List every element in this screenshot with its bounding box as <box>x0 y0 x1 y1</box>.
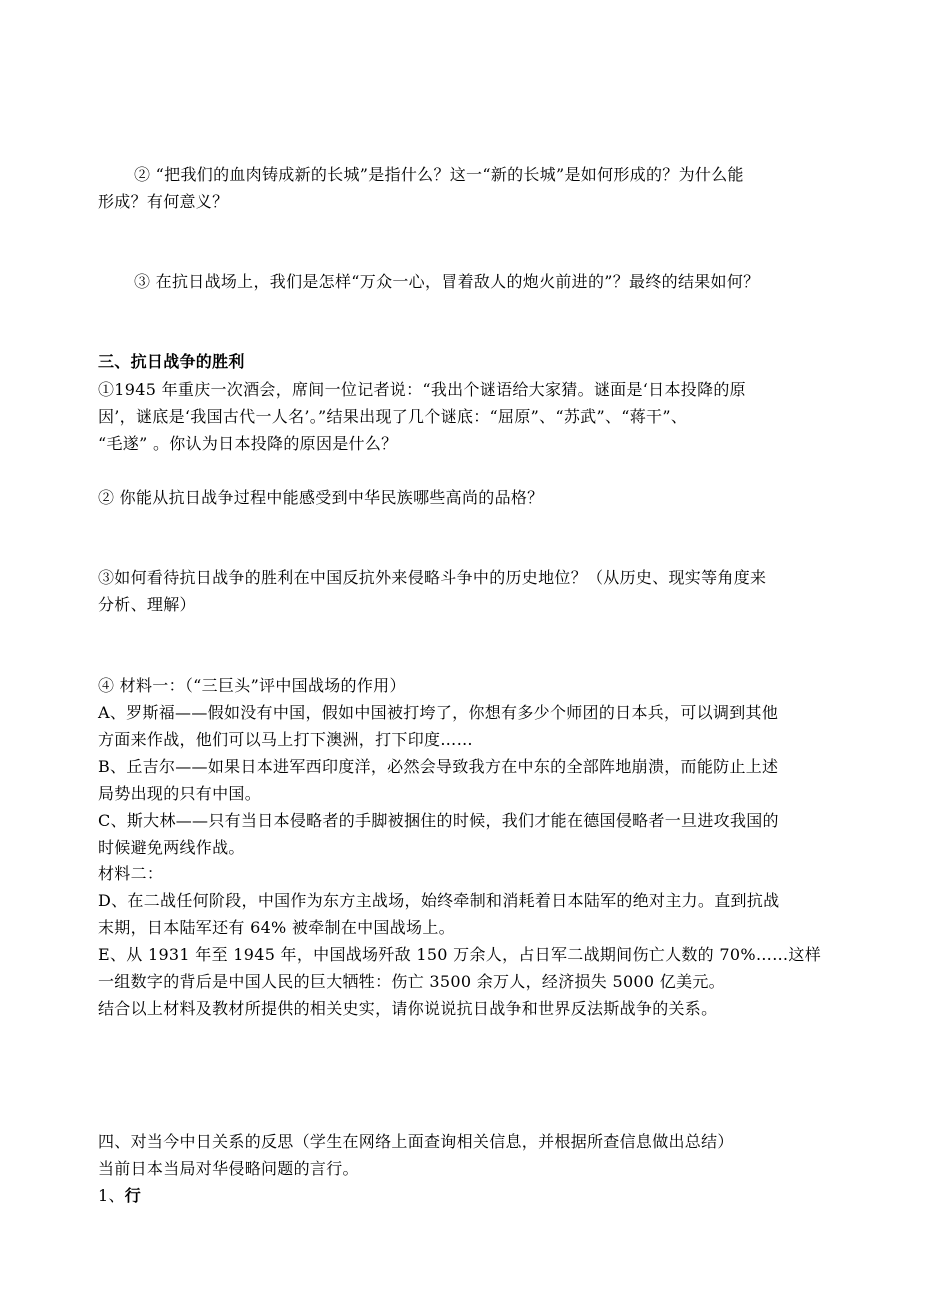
material-c-line1: C、斯大林——只有当日本侵略者的手脚被捆住的时候，我们才能在德国侵略者一旦进攻我国的 <box>98 811 779 830</box>
section4-item1 <box>98 1184 858 1208</box>
material-a-line2: 方面来作战，他们可以马上打下澳洲，打下印度…… <box>98 730 473 749</box>
section2-question2-line1: ② “把我们的血肉铸成新的长城”是指什么？这一“新的长城”是如何形成的？为什么能 <box>134 165 744 184</box>
section3-question1-line3: “毛遂” 。你认为日本投降的原因是什么？ <box>98 434 398 453</box>
section3-question1-line1: ①1945 年重庆一次酒会，席间一位记者说：“我出个谜语给大家猜。谜面是‘日本投降的原 <box>98 380 746 399</box>
section4-item1-number: 1、 <box>98 1186 125 1205</box>
section3-conclusion: 结合以上材料及教材所提供的相关史实，请你说说抗日战争和世界反法斯战争的关系。 <box>98 999 718 1018</box>
section3-question3-line2: 分析、理解） <box>98 595 196 614</box>
section3-question1-line2: 因’，谜底是‘我国古代一人名’。”结果出现了几个谜底：“屈原”、“苏武”、“蒋干”、 <box>98 407 688 426</box>
section4-item1-text: 行 <box>124 1186 142 1205</box>
material-two-label: 材料二： <box>98 864 164 883</box>
section3-question3-line1: ③如何看待抗日战争的胜利在中国反抗外来侵略斗争中的历史地位？（从历史、现实等角度来 <box>98 568 767 587</box>
material-b-line1: B、丘吉尔——如果日本进军西印度洋，必然会导致我方在中东的全部阵地崩溃，而能防止上述 <box>98 757 779 776</box>
section3-question2: ② 你能从抗日战争过程中能感受到中华民族哪些高尚的品格？ <box>98 488 544 507</box>
material-b-line2: 局势出现的只有中国。 <box>98 784 262 803</box>
material-d-line2: 末期，日本陆军还有 64% 被牵制在中国战场上。 <box>98 918 455 937</box>
section2-question2-line2: 形成？有何意义？ <box>98 192 229 211</box>
material-e-line2: 一组数字的背后是中国人民的巨大牺牲：伤亡 3500 余万人，经济损失 5000 亿美元。 <box>98 972 725 991</box>
section2-question3: ③ 在抗日战场上，我们是怎样“万众一心，冒着敌人的炮火前进的”？最终的结果如何？ <box>134 272 760 291</box>
material-c-line2: 时候避免两线作战。 <box>98 838 245 857</box>
material-d-line1: D、在二战任何阶段，中国作为东方主战场，始终牵制和消耗着日本陆军的绝对主力。直到抗战 <box>98 891 780 910</box>
material-e-line1: E、从 1931 年至 1945 年，中国战场歼敌 150 万余人，占日军二战期间伤亡人数的 70%……这样 <box>98 945 822 964</box>
section4-heading: 四、对当今中日关系的反思（学生在网络上面查询相关信息，并根据所查信息做出总结） <box>98 1132 734 1151</box>
section3-heading: 三、抗日战争的胜利 <box>98 352 245 371</box>
material-a-line1: A、罗斯福——假如没有中国，假如中国被打垮了，你想有多少个师团的日本兵，可以调到其他 <box>98 703 779 722</box>
section3-question4-title: ④ 材料一：（“三巨头”评中国战场的作用） <box>98 676 406 695</box>
section4-subline: 当前日本当局对华侵略问题的言行。 <box>98 1159 359 1178</box>
